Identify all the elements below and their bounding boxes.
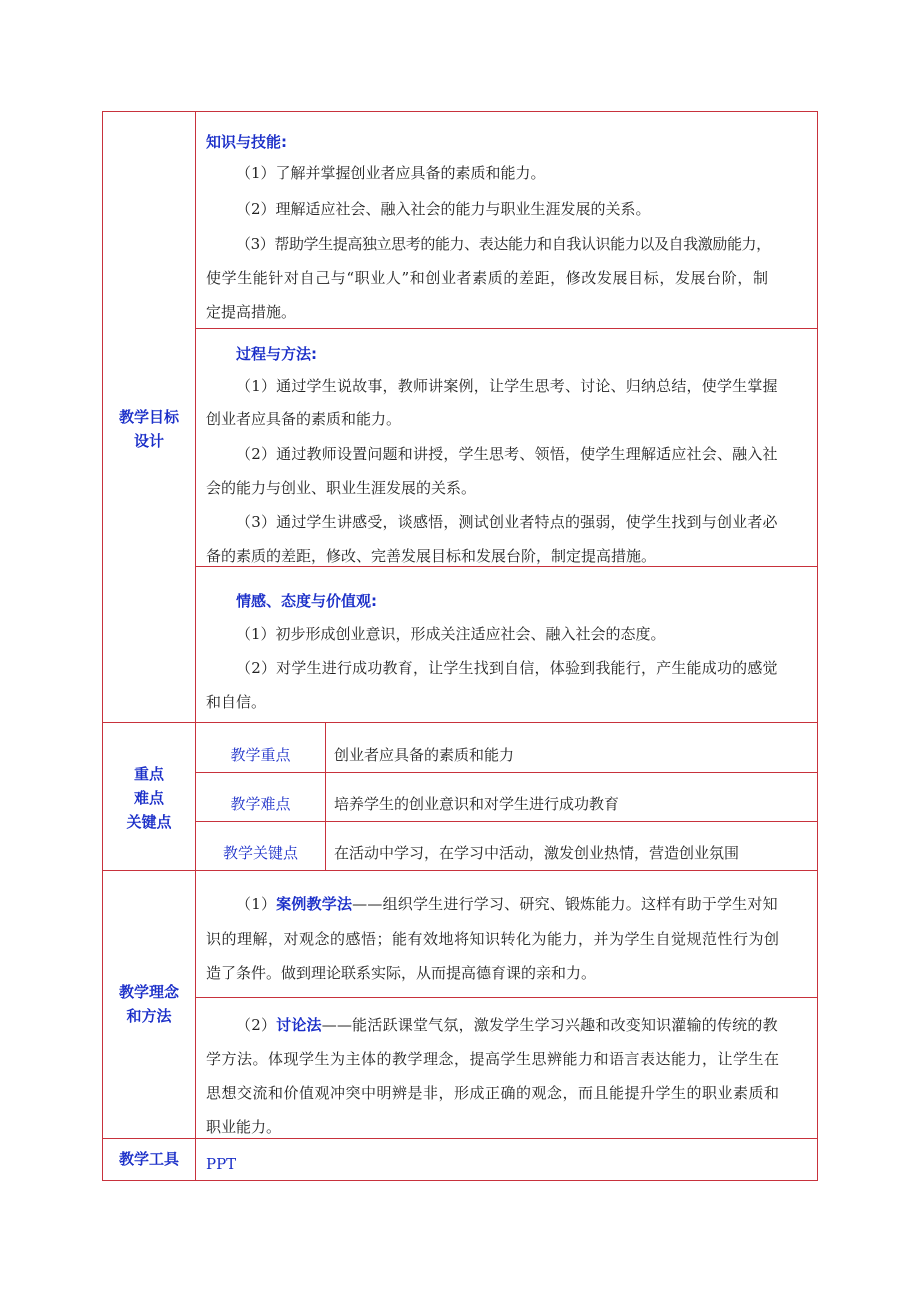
knowledge-item-3-line3: 定提高措施。 xyxy=(206,303,297,321)
process-item-2-line2: 会的能力与创业、职业生涯发展的关系。 xyxy=(206,479,477,497)
methods-label-line1: 教学理念 xyxy=(118,983,179,1001)
method-2-line2: 学方法。体现学生为主体的教学理念，提高学生思辨能力和语言表达能力，让学生在 xyxy=(206,1050,780,1068)
process-item-1-line1: （1）通过学生说故事，教师讲案例，让学生思考、讨论、归纳总结，使学生掌握 xyxy=(236,377,778,395)
method-1-line1 xyxy=(236,893,778,914)
objectives-label-line2: 设计 xyxy=(133,432,164,450)
knowledge-item-3-line1: （3）帮助学生提高独立思考的能力、表达能力和自我认识能力以及自我激励能力， xyxy=(236,235,771,253)
method-1-keyword: 案例教学法 xyxy=(276,895,353,913)
row-divider-process xyxy=(195,566,818,567)
knowledge-item-3-line2: 使学生能针对自己与“职业人”和创业者素质的差距，修改发展目标，发展台阶，制 xyxy=(206,269,769,287)
emotion-heading: 情感、态度与价值观: xyxy=(236,592,377,610)
method-1-line3: 造了条件。做到理论联系实际，从而提高德育课的亲和力。 xyxy=(206,964,597,982)
keypoint-column-divider xyxy=(325,722,326,870)
method-2-line1-rest: ——能活跃课堂气氛，激发学生学习兴趣和改变知识灌输的传统的教 xyxy=(321,1016,778,1034)
keypoints-label-line2: 难点 xyxy=(133,789,164,807)
process-heading: 过程与方法: xyxy=(236,345,317,363)
method-2-line4: 职业能力。 xyxy=(206,1118,282,1136)
keypoint-label-key: 教学关键点 xyxy=(222,844,298,862)
keypoint-value-focus: 创业者应具备的素质和能力 xyxy=(334,746,515,764)
row-divider-keypoints xyxy=(102,870,818,871)
keypoints-category-label xyxy=(103,762,195,834)
objectives-label-line1: 教学目标 xyxy=(118,408,179,426)
keypoint-value-difficulty: 培养学生的创业意识和对学生进行成功教育 xyxy=(334,795,620,813)
method-1-line2: 识的理解，对观念的感悟；能有效地将知识转化为能力，并为学生自觉规范性行为创 xyxy=(206,930,780,948)
method-2-line1 xyxy=(236,1014,778,1035)
keypoint-label-difficulty: 教学难点 xyxy=(230,795,291,813)
emotion-item-2-line2: 和自信。 xyxy=(206,693,267,711)
keypoints-label-line1: 重点 xyxy=(133,765,164,783)
row-divider-keypoint-1 xyxy=(195,772,818,773)
process-item-3-line2: 备的素质的差距，修改、完善发展目标和发展台阶，制定提高措施。 xyxy=(206,547,657,565)
method-1-prefix: （1） xyxy=(236,895,277,913)
row-divider-methods xyxy=(102,1138,818,1139)
row-divider-keypoint-2 xyxy=(195,821,818,822)
methods-label-line2: 和方法 xyxy=(126,1007,172,1025)
keypoint-value-key: 在活动中学习，在学习中活动，激发创业热情，营造创业氛围 xyxy=(334,844,740,862)
row-divider-objectives xyxy=(102,722,818,723)
row-divider-method-1 xyxy=(195,997,818,998)
method-2-line3: 思想交流和价值观冲突中明辨是非，形成正确的观念，而且能提升学生的职业素质和 xyxy=(206,1084,780,1102)
knowledge-heading: 知识与技能: xyxy=(206,133,287,151)
methods-category-label xyxy=(103,980,195,1028)
knowledge-item-2: （2）理解适应社会、融入社会的能力与职业生涯发展的关系。 xyxy=(236,200,651,218)
method-2-keyword: 讨论法 xyxy=(276,1016,322,1034)
row-divider-knowledge xyxy=(195,328,818,329)
knowledge-item-1: （1）了解并掌握创业者应具备的素质和能力。 xyxy=(236,164,546,182)
keypoint-label-focus: 教学重点 xyxy=(230,746,291,764)
method-2-prefix: （2） xyxy=(236,1016,277,1034)
method-1-line1-rest: ——组织学生进行学习、研究、锻炼能力。这样有助于学生对知 xyxy=(352,895,778,913)
process-item-1-line2: 创业者应具备的素质和能力。 xyxy=(206,410,402,428)
tools-value: PPT xyxy=(206,1155,237,1173)
emotion-item-2-line1: （2）对学生进行成功教育，让学生找到自信，体验到我能行，产生能成功的感觉 xyxy=(236,659,778,677)
tools-category-label xyxy=(103,1147,195,1171)
process-item-3-line1: （3）通过学生讲感受，谈感悟，测试创业者特点的强弱，使学生找到与创业者必 xyxy=(236,513,778,531)
category-column-divider xyxy=(195,111,196,1181)
objectives-category-label xyxy=(103,405,195,453)
tools-label: 教学工具 xyxy=(118,1150,179,1168)
process-item-2-line1: （2）通过教师设置问题和讲授，学生思考、领悟，使学生理解适应社会、融入社 xyxy=(236,445,778,463)
emotion-item-1: （1）初步形成创业意识，形成关注适应社会、融入社会的态度。 xyxy=(236,625,666,643)
keypoints-label-line3: 关键点 xyxy=(126,813,172,831)
